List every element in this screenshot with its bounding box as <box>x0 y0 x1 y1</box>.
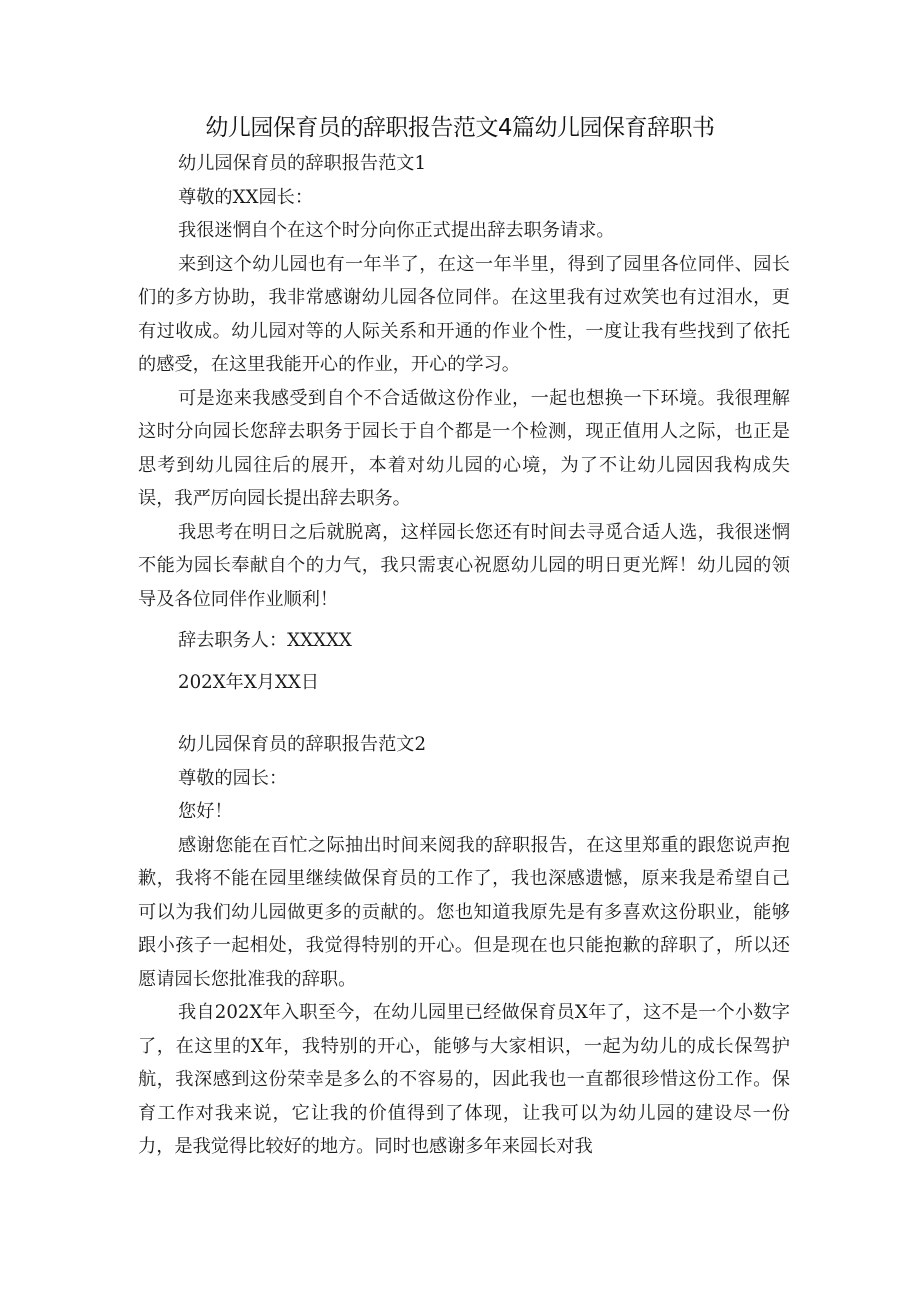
letter1-heading: 幼儿园保育员的辞职报告范文1 <box>178 153 427 174</box>
letter2-greeting: 尊敬的园长： <box>178 767 288 789</box>
letter1-opening: 我很迷惘自个在这个时分向你正式提出辞去职务请求。 <box>178 220 615 241</box>
document-title: 幼儿园保育员的辞职报告范文4篇幼儿园保育辞职书 <box>205 115 715 141</box>
letter1-signature: 辞去职务人：XXXXX <box>178 630 352 651</box>
letter1-paragraph: 来到这个幼儿园也有一年半了，在这一年半里，得到了园里各位同伴、园长们的多方协助，我非常感谢幼儿园各位同伴。在这里我有过欢笑也有过泪水，更有过收成。幼儿园对等的人际关系和开通的作业个性，一度让我有些找到了依托的感受，在这里我能开心的作业，开心的学习。 <box>138 253 790 375</box>
letter1-paragraph: 可是迩来我感受到自个不合适做这份作业，一起也想换一下环境。我很理解这时分向园长您辞去职务于园长于自个都是一个检测，现正值用人之际，也正是思考到幼儿园往后的展开，本着对幼儿园的心境，为了不让幼儿园因我构成失误，我严厉向园长提出辞去职务。 <box>138 387 790 509</box>
letter1-date: 202X年X月XX日 <box>178 671 320 693</box>
document-body <box>138 147 790 1164</box>
letter1-paragraph: 我思考在明日之后就脱离，这样园长您还有时间去寻觅合适人选，我很迷惘不能为园长奉献自个的力气，我只需衷心祝愿幼儿园的明日更光辉！幼儿园的领导及各位同伴作业顺利！ <box>138 521 790 610</box>
letter2-paragraph: 感谢您能在百忙之际抽出时间来阅我的辞职报告，在这里郑重的跟您说声抱歉，我将不能在园里继续做保育员的工作了，我也深感遗憾，原来我是希望自己可以为我们幼儿园做更多的贡献的。您也知道我原先是有多喜欢这份职业，能够跟小孩子一起相处，我觉得特别的开心。但是现在也只能抱歉的辞职了，所以还愿请园长您批准我的辞职。 <box>138 834 790 990</box>
letter2-heading: 幼儿园保育员的辞职报告范文2 <box>178 734 427 755</box>
letter2-paragraph: 我自202X年入职至今，在幼儿园里已经做保育员X年了，这不是一个小数字了，在这里的X年，我特别的开心，能够与大家相识，一起为幼儿的成长保驾护航，我深感到这份荣幸是多么的不容易的，因此我也一直都很珍惜这份工作。保育工作对我来说，它让我的价值得到了体现，让我可以为幼儿园的建设尽一份力，是我觉得比较好的地方。同时也感谢多年来园长对我 <box>138 1002 790 1157</box>
letter1-greeting: 尊敬的XX园长： <box>178 186 314 208</box>
letter2-hello: 您好！ <box>178 801 233 822</box>
